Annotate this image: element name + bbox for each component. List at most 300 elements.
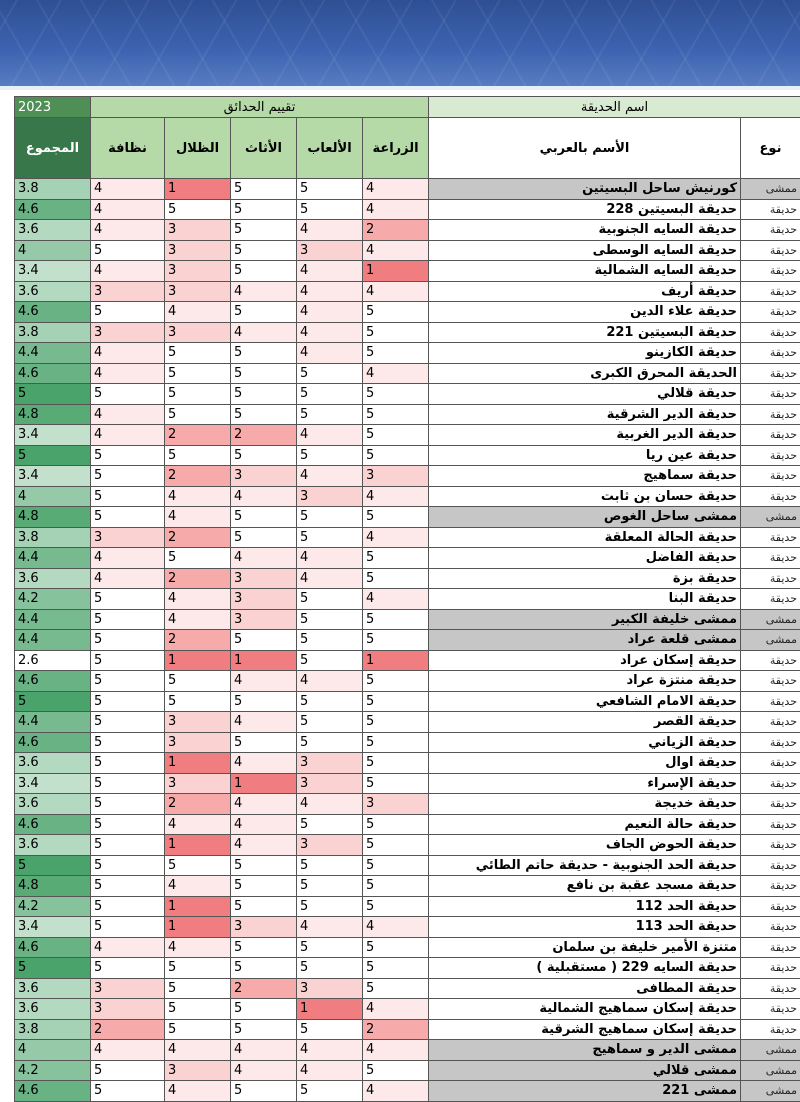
cell-total: 4.6 bbox=[15, 363, 91, 384]
table-row bbox=[15, 896, 800, 917]
cell-type: حديقة bbox=[741, 732, 800, 753]
table-row bbox=[15, 650, 800, 671]
cell-furniture: 5 bbox=[231, 630, 297, 651]
cell-furniture: 4 bbox=[231, 1040, 297, 1061]
cell-type: حديقة bbox=[741, 712, 800, 733]
column-header-agriculture: الزراعة bbox=[363, 118, 429, 179]
cell-name: ممشى خليفة الكبير bbox=[429, 609, 741, 630]
cell-cleanliness: 5 bbox=[91, 1060, 165, 1081]
cell-total: 5 bbox=[15, 855, 91, 876]
cell-name: حديقة الكازينو bbox=[429, 343, 741, 364]
cell-furniture: 4 bbox=[231, 322, 297, 343]
cell-cleanliness: 5 bbox=[91, 712, 165, 733]
cell-total: 3.4 bbox=[15, 425, 91, 446]
cell-type: حديقة bbox=[741, 937, 800, 958]
cell-shade: 2 bbox=[165, 630, 231, 651]
cell-games: 4 bbox=[297, 220, 363, 241]
cell-name: حديقة الدير الشرقية bbox=[429, 404, 741, 425]
cell-furniture: 5 bbox=[231, 732, 297, 753]
table-row bbox=[15, 425, 800, 446]
cell-shade: 4 bbox=[165, 814, 231, 835]
cell-agriculture: 5 bbox=[363, 548, 429, 569]
cell-cleanliness: 3 bbox=[91, 527, 165, 548]
cell-furniture: 5 bbox=[231, 343, 297, 364]
cell-type: حديقة bbox=[741, 855, 800, 876]
cell-type: حديقة bbox=[741, 466, 800, 487]
cell-cleanliness: 5 bbox=[91, 630, 165, 651]
cell-games: 5 bbox=[297, 1019, 363, 1040]
cell-agriculture: 4 bbox=[363, 1081, 429, 1102]
cell-name: ممشى 221 bbox=[429, 1081, 741, 1102]
cell-name: حديقة الامام الشافعي bbox=[429, 691, 741, 712]
cell-type: حديقة bbox=[741, 958, 800, 979]
cell-shade: 1 bbox=[165, 835, 231, 856]
cell-furniture: 4 bbox=[231, 753, 297, 774]
cell-shade: 4 bbox=[165, 937, 231, 958]
cell-agriculture: 4 bbox=[363, 917, 429, 938]
cell-games: 4 bbox=[297, 302, 363, 323]
cell-type: ممشى bbox=[741, 179, 800, 200]
cell-type: حديقة bbox=[741, 445, 800, 466]
cell-name: حديقة السايه الشمالية bbox=[429, 261, 741, 282]
table-row bbox=[15, 794, 800, 815]
cell-games: 5 bbox=[297, 363, 363, 384]
cell-type: حديقة bbox=[741, 302, 800, 323]
cell-name: حديقة عين ريا bbox=[429, 445, 741, 466]
cell-games: 5 bbox=[297, 507, 363, 528]
cell-name: حديقة الحوض الجاف bbox=[429, 835, 741, 856]
cell-games: 4 bbox=[297, 794, 363, 815]
cell-furniture: 5 bbox=[231, 691, 297, 712]
cell-games: 5 bbox=[297, 650, 363, 671]
cell-furniture: 5 bbox=[231, 958, 297, 979]
cell-shade: 1 bbox=[165, 896, 231, 917]
cell-cleanliness: 3 bbox=[91, 999, 165, 1020]
cell-furniture: 5 bbox=[231, 404, 297, 425]
cell-cleanliness: 4 bbox=[91, 568, 165, 589]
cell-agriculture: 5 bbox=[363, 343, 429, 364]
cell-furniture: 3 bbox=[231, 917, 297, 938]
cell-name: الحديقة المحرق الكبرى bbox=[429, 363, 741, 384]
cell-furniture: 5 bbox=[231, 363, 297, 384]
cell-name: حديقة الحالة المعلقة bbox=[429, 527, 741, 548]
cell-type: حديقة bbox=[741, 650, 800, 671]
cell-type: حديقة bbox=[741, 753, 800, 774]
table-row bbox=[15, 917, 800, 938]
cell-furniture: 5 bbox=[231, 384, 297, 405]
cell-agriculture: 4 bbox=[363, 281, 429, 302]
cell-name: حديقة الفاضل bbox=[429, 548, 741, 569]
cell-name: ممشى ساحل الغوص bbox=[429, 507, 741, 528]
cell-type: حديقة bbox=[741, 589, 800, 610]
cell-furniture: 4 bbox=[231, 1060, 297, 1081]
cell-cleanliness: 5 bbox=[91, 384, 165, 405]
cell-total: 4.4 bbox=[15, 712, 91, 733]
cell-name: حديقة حالة النعيم bbox=[429, 814, 741, 835]
cell-shade: 5 bbox=[165, 691, 231, 712]
cell-agriculture: 5 bbox=[363, 322, 429, 343]
cell-agriculture: 5 bbox=[363, 425, 429, 446]
column-header-furniture: الأثاث bbox=[231, 118, 297, 179]
cell-cleanliness: 5 bbox=[91, 794, 165, 815]
cell-shade: 5 bbox=[165, 855, 231, 876]
cell-shade: 4 bbox=[165, 609, 231, 630]
column-header-shade: الظلال bbox=[165, 118, 231, 179]
cell-type: حديقة bbox=[741, 691, 800, 712]
table-row bbox=[15, 937, 800, 958]
cell-type: حديقة bbox=[741, 978, 800, 999]
cell-agriculture: 5 bbox=[363, 609, 429, 630]
cell-name: حديقة الحد الجنوبية - حديقة حاتم الطائي bbox=[429, 855, 741, 876]
cell-games: 5 bbox=[297, 896, 363, 917]
table-row bbox=[15, 548, 800, 569]
cell-shade: 3 bbox=[165, 773, 231, 794]
cell-games: 4 bbox=[297, 343, 363, 364]
column-header-type: نوع bbox=[741, 118, 800, 179]
table-row bbox=[15, 527, 800, 548]
table-row bbox=[15, 691, 800, 712]
cell-agriculture: 5 bbox=[363, 1060, 429, 1081]
table-row bbox=[15, 281, 800, 302]
cell-agriculture: 4 bbox=[363, 1040, 429, 1061]
table-row bbox=[15, 589, 800, 610]
cell-type: حديقة bbox=[741, 794, 800, 815]
table-row bbox=[15, 753, 800, 774]
cell-name: حديقة البسيتين 228 bbox=[429, 199, 741, 220]
cell-games: 4 bbox=[297, 425, 363, 446]
cell-type: ممشى bbox=[741, 507, 800, 528]
cell-type: ممشى bbox=[741, 1040, 800, 1061]
cell-agriculture: 5 bbox=[363, 302, 429, 323]
cell-furniture: 4 bbox=[231, 814, 297, 835]
cell-total: 4.2 bbox=[15, 896, 91, 917]
cell-furniture: 5 bbox=[231, 445, 297, 466]
cell-agriculture: 2 bbox=[363, 220, 429, 241]
cell-total: 4.6 bbox=[15, 671, 91, 692]
table-row bbox=[15, 343, 800, 364]
cell-cleanliness: 4 bbox=[91, 425, 165, 446]
cell-cleanliness: 5 bbox=[91, 650, 165, 671]
cell-games: 5 bbox=[297, 814, 363, 835]
cell-cleanliness: 5 bbox=[91, 753, 165, 774]
cell-games: 5 bbox=[297, 589, 363, 610]
cell-name: حديقة السايه 229 ( مستقبلية ) bbox=[429, 958, 741, 979]
cell-furniture: 3 bbox=[231, 589, 297, 610]
cell-cleanliness: 5 bbox=[91, 876, 165, 897]
cell-agriculture: 1 bbox=[363, 261, 429, 282]
cell-games: 5 bbox=[297, 958, 363, 979]
cell-cleanliness: 5 bbox=[91, 732, 165, 753]
cell-shade: 5 bbox=[165, 978, 231, 999]
cell-type: ممشى bbox=[741, 1081, 800, 1102]
cell-games: 5 bbox=[297, 199, 363, 220]
cell-agriculture: 5 bbox=[363, 814, 429, 835]
table-row bbox=[15, 568, 800, 589]
table-row bbox=[15, 671, 800, 692]
cell-games: 5 bbox=[297, 732, 363, 753]
cell-cleanliness: 5 bbox=[91, 773, 165, 794]
cell-shade: 5 bbox=[165, 199, 231, 220]
cell-name: حديقة إسكان سماهيج الشرقية bbox=[429, 1019, 741, 1040]
cell-games: 5 bbox=[297, 527, 363, 548]
cell-type: حديقة bbox=[741, 404, 800, 425]
cell-cleanliness: 5 bbox=[91, 445, 165, 466]
cell-shade: 3 bbox=[165, 322, 231, 343]
cell-cleanliness: 4 bbox=[91, 261, 165, 282]
cell-total: 4.8 bbox=[15, 507, 91, 528]
cell-shade: 1 bbox=[165, 650, 231, 671]
cell-total: 4.6 bbox=[15, 1081, 91, 1102]
cell-cleanliness: 4 bbox=[91, 404, 165, 425]
cell-shade: 2 bbox=[165, 527, 231, 548]
cell-shade: 3 bbox=[165, 261, 231, 282]
cell-cleanliness: 4 bbox=[91, 220, 165, 241]
cell-total: 4.8 bbox=[15, 876, 91, 897]
cell-name: حديقة الزياني bbox=[429, 732, 741, 753]
cell-furniture: 5 bbox=[231, 896, 297, 917]
table-row bbox=[15, 630, 800, 651]
table-row bbox=[15, 609, 800, 630]
table-row bbox=[15, 220, 800, 241]
cell-shade: 5 bbox=[165, 445, 231, 466]
cell-agriculture: 4 bbox=[363, 199, 429, 220]
cell-total: 4.6 bbox=[15, 732, 91, 753]
cell-type: حديقة bbox=[741, 199, 800, 220]
cell-type: حديقة bbox=[741, 671, 800, 692]
cell-games: 3 bbox=[297, 753, 363, 774]
cell-games: 5 bbox=[297, 876, 363, 897]
rating-group-header: تقييم الحدائق bbox=[91, 97, 429, 118]
cell-shade: 4 bbox=[165, 302, 231, 323]
cell-type: حديقة bbox=[741, 835, 800, 856]
cell-name: حديقة سماهيج bbox=[429, 466, 741, 487]
cell-games: 3 bbox=[297, 978, 363, 999]
table-row bbox=[15, 1019, 800, 1040]
cell-total: 4.6 bbox=[15, 302, 91, 323]
cell-games: 4 bbox=[297, 548, 363, 569]
cell-total: 3.8 bbox=[15, 179, 91, 200]
table-row bbox=[15, 1081, 800, 1102]
table-row bbox=[15, 958, 800, 979]
cell-cleanliness: 2 bbox=[91, 1019, 165, 1040]
cell-name: حديقة إسكان عراد bbox=[429, 650, 741, 671]
cell-furniture: 5 bbox=[231, 1081, 297, 1102]
cell-agriculture: 5 bbox=[363, 404, 429, 425]
cell-type: ممشى bbox=[741, 630, 800, 651]
cell-name: حديقة خديجة bbox=[429, 794, 741, 815]
cell-cleanliness: 5 bbox=[91, 671, 165, 692]
cell-name: حديقة علاء الدين bbox=[429, 302, 741, 323]
cell-agriculture: 5 bbox=[363, 671, 429, 692]
cell-cleanliness: 5 bbox=[91, 1081, 165, 1102]
table-row bbox=[15, 876, 800, 897]
cell-games: 4 bbox=[297, 917, 363, 938]
cell-agriculture: 4 bbox=[363, 999, 429, 1020]
cell-total: 3.4 bbox=[15, 466, 91, 487]
cell-total: 4.4 bbox=[15, 609, 91, 630]
cell-total: 2.6 bbox=[15, 650, 91, 671]
cell-total: 5 bbox=[15, 691, 91, 712]
table-row bbox=[15, 384, 800, 405]
table-row bbox=[15, 1060, 800, 1081]
cell-games: 5 bbox=[297, 691, 363, 712]
cell-type: ممشى bbox=[741, 1060, 800, 1081]
cell-total: 3.6 bbox=[15, 753, 91, 774]
cell-shade: 3 bbox=[165, 732, 231, 753]
cell-games: 4 bbox=[297, 466, 363, 487]
cell-cleanliness: 5 bbox=[91, 814, 165, 835]
cell-games: 4 bbox=[297, 568, 363, 589]
cell-cleanliness: 5 bbox=[91, 302, 165, 323]
cell-shade: 2 bbox=[165, 568, 231, 589]
header-row-columns bbox=[15, 118, 800, 179]
cell-games: 5 bbox=[297, 1081, 363, 1102]
cell-type: حديقة bbox=[741, 486, 800, 507]
cell-cleanliness: 5 bbox=[91, 691, 165, 712]
table-row bbox=[15, 322, 800, 343]
cell-shade: 5 bbox=[165, 958, 231, 979]
cell-agriculture: 4 bbox=[363, 240, 429, 261]
cell-type: حديقة bbox=[741, 384, 800, 405]
cell-agriculture: 4 bbox=[363, 589, 429, 610]
cell-name: حديقة الحد 113 bbox=[429, 917, 741, 938]
cell-shade: 5 bbox=[165, 384, 231, 405]
cell-type: حديقة bbox=[741, 240, 800, 261]
cell-agriculture: 5 bbox=[363, 835, 429, 856]
cell-name: حديقة القصر bbox=[429, 712, 741, 733]
cell-shade: 1 bbox=[165, 179, 231, 200]
cell-agriculture: 3 bbox=[363, 794, 429, 815]
cell-total: 3.6 bbox=[15, 794, 91, 815]
cell-agriculture: 5 bbox=[363, 855, 429, 876]
cell-furniture: 3 bbox=[231, 466, 297, 487]
cell-shade: 4 bbox=[165, 1040, 231, 1061]
cell-shade: 5 bbox=[165, 1019, 231, 1040]
cell-total: 3.4 bbox=[15, 773, 91, 794]
cell-agriculture: 3 bbox=[363, 466, 429, 487]
cell-furniture: 5 bbox=[231, 507, 297, 528]
cell-cleanliness: 5 bbox=[91, 507, 165, 528]
cell-furniture: 5 bbox=[231, 999, 297, 1020]
cell-agriculture: 5 bbox=[363, 630, 429, 651]
cell-type: حديقة bbox=[741, 999, 800, 1020]
cell-games: 3 bbox=[297, 486, 363, 507]
cell-total: 4 bbox=[15, 240, 91, 261]
cell-total: 4.6 bbox=[15, 814, 91, 835]
cell-agriculture: 5 bbox=[363, 773, 429, 794]
cell-games: 4 bbox=[297, 322, 363, 343]
cell-total: 3.6 bbox=[15, 220, 91, 241]
cell-agriculture: 5 bbox=[363, 568, 429, 589]
cell-furniture: 5 bbox=[231, 179, 297, 200]
cell-cleanliness: 3 bbox=[91, 281, 165, 302]
cell-total: 3.6 bbox=[15, 568, 91, 589]
cell-games: 1 bbox=[297, 999, 363, 1020]
cell-total: 3.6 bbox=[15, 999, 91, 1020]
cell-cleanliness: 5 bbox=[91, 958, 165, 979]
cell-total: 4 bbox=[15, 1040, 91, 1061]
cell-games: 5 bbox=[297, 404, 363, 425]
cell-furniture: 5 bbox=[231, 261, 297, 282]
cell-games: 4 bbox=[297, 281, 363, 302]
cell-furniture: 5 bbox=[231, 937, 297, 958]
cell-type: حديقة bbox=[741, 527, 800, 548]
cell-name: ممشى الدير و سماهيج bbox=[429, 1040, 741, 1061]
cell-agriculture: 5 bbox=[363, 937, 429, 958]
table-row bbox=[15, 978, 800, 999]
cell-agriculture: 5 bbox=[363, 753, 429, 774]
table-row bbox=[15, 814, 800, 835]
cell-total: 3.6 bbox=[15, 835, 91, 856]
table-row bbox=[15, 773, 800, 794]
cell-agriculture: 4 bbox=[363, 179, 429, 200]
cell-shade: 3 bbox=[165, 240, 231, 261]
cell-furniture: 4 bbox=[231, 671, 297, 692]
cell-agriculture: 5 bbox=[363, 691, 429, 712]
cell-furniture: 4 bbox=[231, 548, 297, 569]
cell-cleanliness: 5 bbox=[91, 609, 165, 630]
cell-agriculture: 4 bbox=[363, 527, 429, 548]
table-row bbox=[15, 855, 800, 876]
park-rating-table bbox=[14, 96, 800, 1102]
cell-cleanliness: 5 bbox=[91, 835, 165, 856]
table-row bbox=[15, 999, 800, 1020]
cell-furniture: 5 bbox=[231, 302, 297, 323]
header-row-groups bbox=[15, 97, 800, 118]
cell-cleanliness: 5 bbox=[91, 466, 165, 487]
cell-name: حديقة الحد 112 bbox=[429, 896, 741, 917]
cell-type: ممشى bbox=[741, 609, 800, 630]
cell-shade: 3 bbox=[165, 1060, 231, 1081]
cell-total: 4.4 bbox=[15, 630, 91, 651]
cell-agriculture: 5 bbox=[363, 958, 429, 979]
cell-total: 4.6 bbox=[15, 199, 91, 220]
cell-total: 3.6 bbox=[15, 978, 91, 999]
cell-furniture: 3 bbox=[231, 609, 297, 630]
cell-agriculture: 5 bbox=[363, 732, 429, 753]
cell-furniture: 5 bbox=[231, 876, 297, 897]
cell-type: حديقة bbox=[741, 220, 800, 241]
cell-shade: 5 bbox=[165, 671, 231, 692]
cell-type: حديقة bbox=[741, 814, 800, 835]
cell-type: حديقة bbox=[741, 917, 800, 938]
cell-cleanliness: 4 bbox=[91, 179, 165, 200]
cell-name: كورنيش ساحل البسيتين bbox=[429, 179, 741, 200]
cell-agriculture: 5 bbox=[363, 507, 429, 528]
cell-shade: 1 bbox=[165, 917, 231, 938]
cell-agriculture: 5 bbox=[363, 384, 429, 405]
column-header-cleanliness: نظافة bbox=[91, 118, 165, 179]
column-header-games: الألعاب bbox=[297, 118, 363, 179]
cell-total: 4 bbox=[15, 486, 91, 507]
cell-agriculture: 5 bbox=[363, 876, 429, 897]
cell-games: 5 bbox=[297, 712, 363, 733]
cell-games: 4 bbox=[297, 1060, 363, 1081]
cell-furniture: 2 bbox=[231, 978, 297, 999]
cell-furniture: 4 bbox=[231, 835, 297, 856]
year-label: 2023 bbox=[15, 97, 91, 118]
cell-type: حديقة bbox=[741, 281, 800, 302]
cell-total: 3.8 bbox=[15, 527, 91, 548]
cell-furniture: 3 bbox=[231, 568, 297, 589]
cell-total: 4.2 bbox=[15, 1060, 91, 1081]
cell-total: 4.6 bbox=[15, 937, 91, 958]
cell-agriculture: 5 bbox=[363, 712, 429, 733]
cell-name: حديقة إسكان سماهيج الشمالية bbox=[429, 999, 741, 1020]
cell-type: حديقة bbox=[741, 322, 800, 343]
cell-furniture: 5 bbox=[231, 855, 297, 876]
cell-total: 3.6 bbox=[15, 281, 91, 302]
